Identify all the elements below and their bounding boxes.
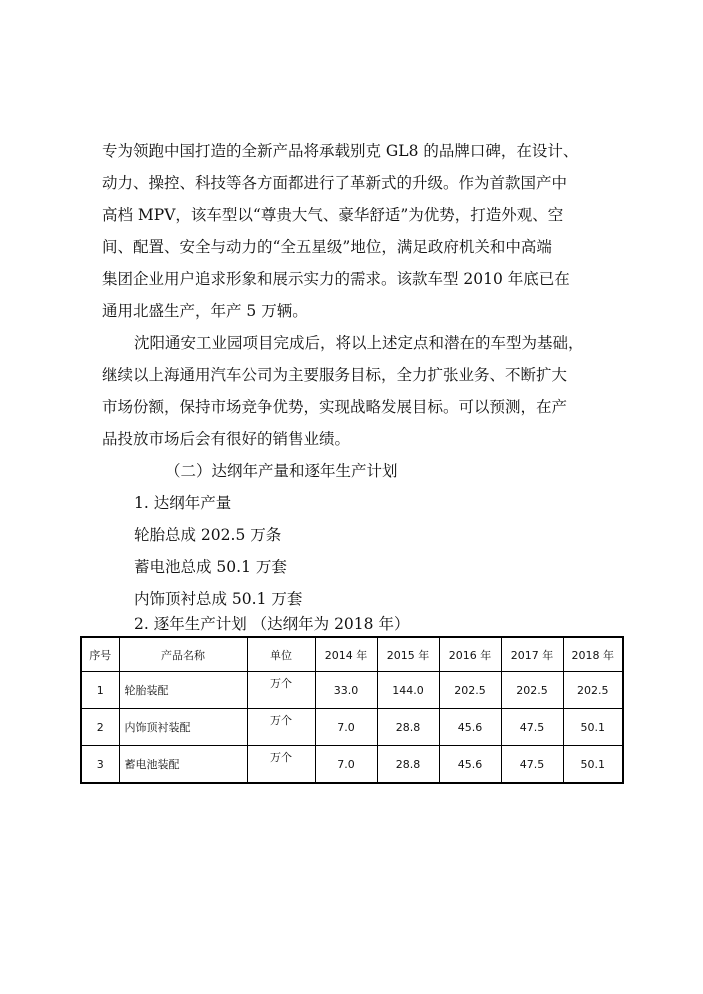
paragraph2-line-2: 继续以上海通用汽车公司为主要服务目标，全力扩张业务、不断扩大 [102,366,568,384]
cell-2017: 202.5 [501,672,563,709]
cell-product-name: 轮胎装配 [119,672,247,709]
table-row [81,746,623,784]
cell-2015: 144.0 [377,672,439,709]
cell-2014: 7.0 [315,746,377,784]
header-2014: 2014 年 [315,637,377,672]
paragraph1-line-4: 间、配置、安全与动力的“全五星级”地位，满足政府机关和中高端 [102,238,552,256]
cell-2018: 50.1 [563,709,623,746]
header-unit: 单位 [247,637,315,672]
cell-unit: 万个 [247,746,315,784]
cell-2018: 50.1 [563,746,623,784]
cell-2016: 45.6 [439,746,501,784]
table-row [81,672,623,709]
header-2016: 2016 年 [439,637,501,672]
cell-2014: 33.0 [315,672,377,709]
cell-index: 3 [81,746,119,784]
header-2018: 2018 年 [563,637,623,672]
cell-index: 2 [81,709,119,746]
item1-line-headliner: 内饰顶衬总成 50.1 万套 [134,590,303,608]
paragraph1-line-3: 高档 MPV，该车型以“尊贵大气、豪华舒适”为优势，打造外观、空 [102,206,564,224]
table-row [81,709,623,746]
item1-line-tire: 轮胎总成 202.5 万条 [134,526,282,544]
section-heading: （二）达纲年产量和逐年生产计划 [165,462,398,480]
header-index: 序号 [81,637,119,672]
production-plan-table [80,636,624,784]
table-header-row [81,637,623,672]
paragraph2-line-4: 品投放市场后会有很好的销售业绩。 [102,430,351,448]
paragraph1-line-5: 集团企业用户追求形象和展示实力的需求。该款车型 2010 年底已在 [102,270,570,288]
cell-unit: 万个 [247,709,315,746]
item1-line-battery: 蓄电池总成 50.1 万套 [134,558,287,576]
paragraph2-line-1: 沈阳通安工业园项目完成后，将以上述定点和潜在的车型为基础， [134,334,584,352]
cell-2016: 45.6 [439,709,501,746]
cell-product-name: 内饰顶衬装配 [119,709,247,746]
cell-2018: 202.5 [563,672,623,709]
item1-heading: 1. 达纲年产量 [134,494,232,512]
header-product-name: 产品名称 [119,637,247,672]
cell-2015: 28.8 [377,746,439,784]
paragraph1-line-2: 动力、操控、科技等各方面都进行了革新式的升级。作为首款国产中 [102,174,568,192]
cell-product-name: 蓄电池装配 [119,746,247,784]
cell-2014: 7.0 [315,709,377,746]
cell-2017: 47.5 [501,709,563,746]
paragraph1-line-1: 专为领跑中国打造的全新产品将承载别克 GL8 的品牌口碑，在设计、 [102,142,579,160]
cell-2015: 28.8 [377,709,439,746]
paragraph2-line-3: 市场份额，保持市场竞争优势，实现战略发展目标。可以预测，在产 [102,398,568,416]
cell-2016: 202.5 [439,672,501,709]
paragraph1-line-6: 通用北盛生产，年产 5 万辆。 [102,302,308,320]
item2-heading: 2. 逐年生产计划 （达纲年为 2018 年） [134,615,410,633]
header-2015: 2015 年 [377,637,439,672]
cell-2017: 47.5 [501,746,563,784]
header-2017: 2017 年 [501,637,563,672]
cell-unit: 万个 [247,672,315,709]
cell-index: 1 [81,672,119,709]
